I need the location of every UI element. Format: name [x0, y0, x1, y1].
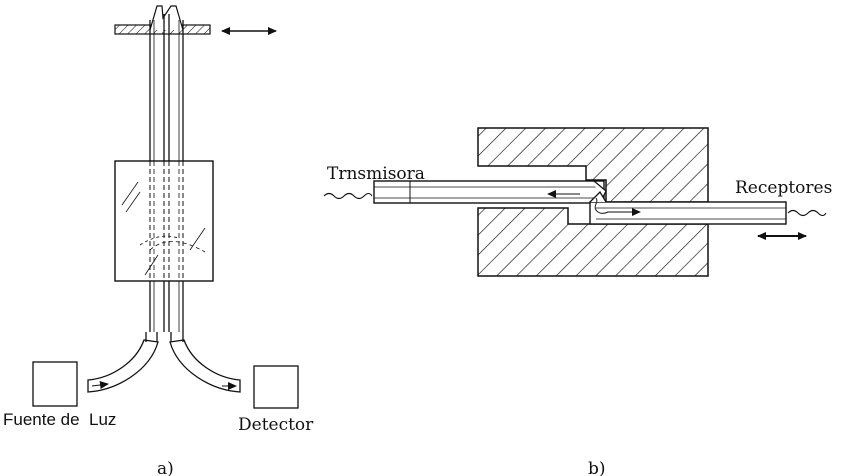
transmitter-label: Trnsmisora — [327, 164, 425, 184]
caption-a: a) — [157, 459, 174, 476]
transmitter-fiber — [374, 181, 606, 203]
fiber-branches — [88, 332, 240, 392]
outgoing-light-wave — [788, 211, 826, 216]
incoming-light-wave — [324, 194, 372, 199]
caption-b: b) — [588, 459, 606, 476]
light-source-box — [33, 362, 77, 406]
fiber-tip — [150, 6, 183, 30]
source-label: Fuente de Luz — [3, 410, 117, 429]
diagram-b — [324, 128, 832, 476]
detector-box — [254, 366, 298, 408]
diagram-a — [3, 6, 314, 476]
detector-label: Detector — [238, 415, 314, 435]
left-branch — [88, 340, 158, 392]
receiver-label: Receptores — [735, 178, 833, 198]
right-branch — [170, 340, 240, 392]
